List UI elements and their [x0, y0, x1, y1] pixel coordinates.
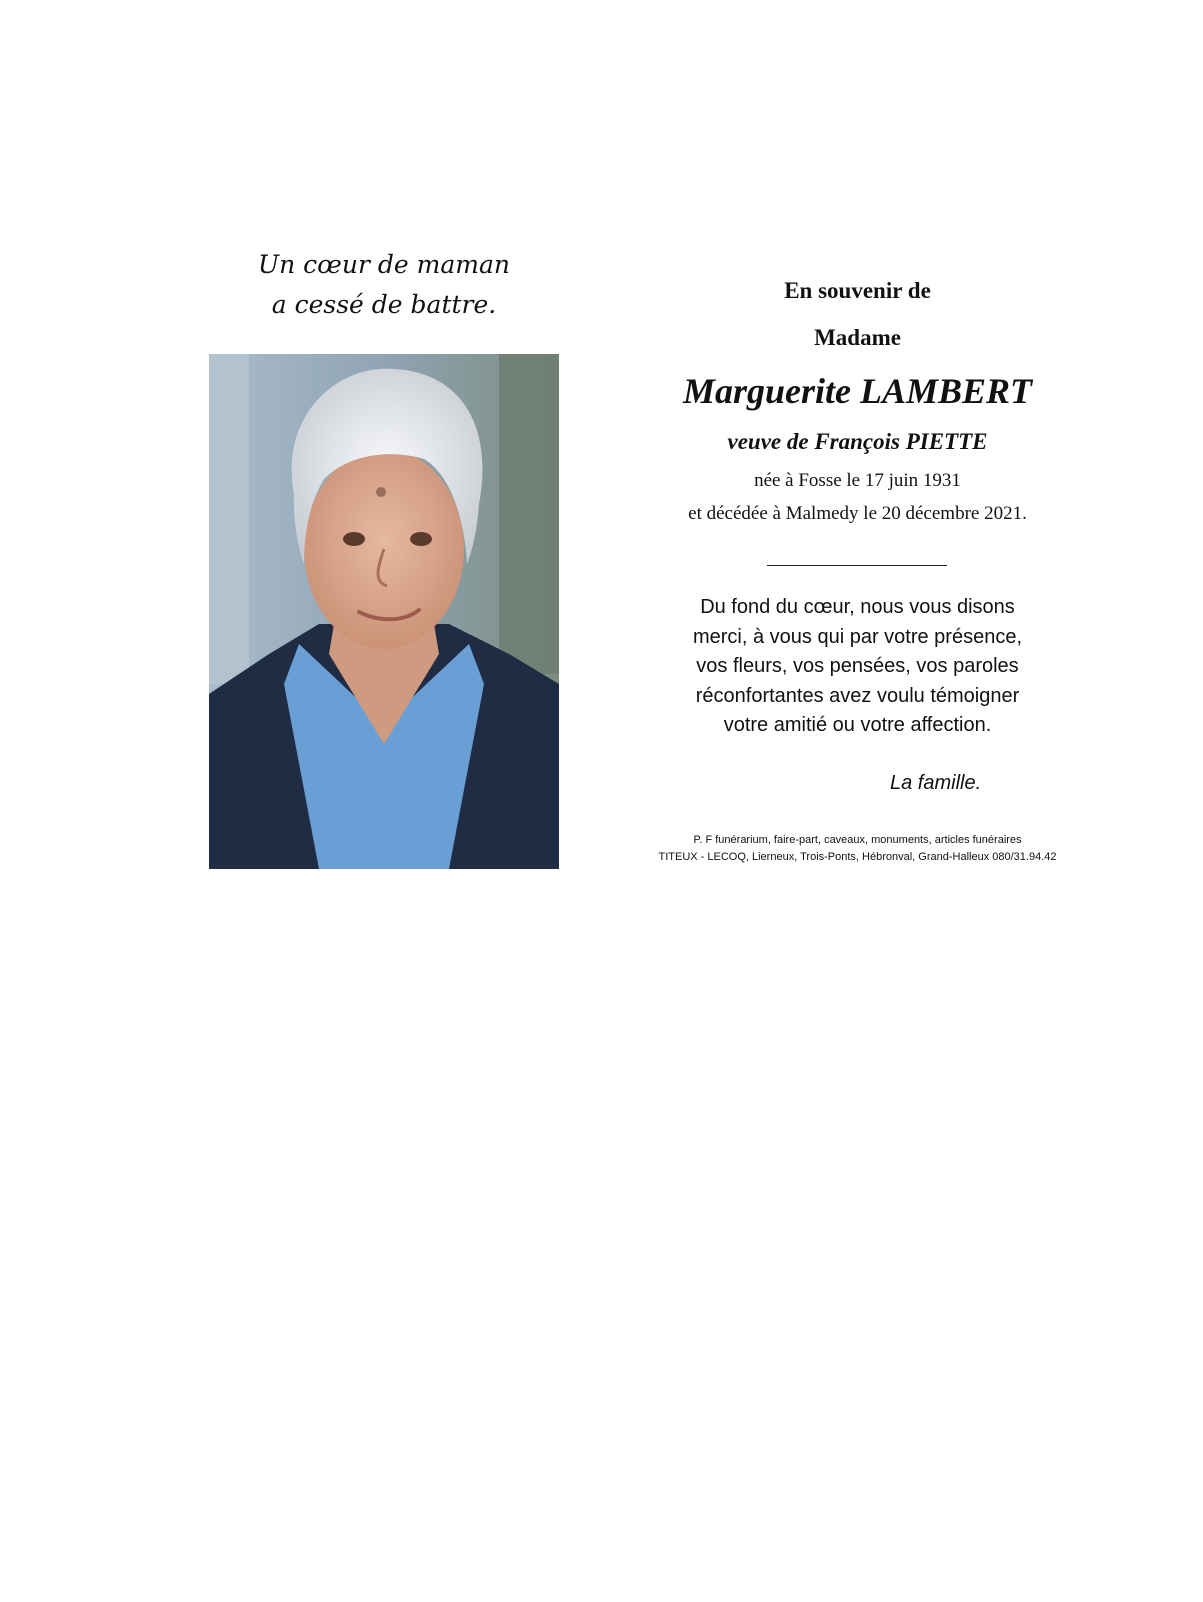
epigraph-line-2: a cessé de battre.: [271, 290, 497, 319]
left-eye: [343, 532, 365, 546]
background-figure-left: [209, 354, 249, 684]
thanks-line-5: votre amitié ou votre affection.: [723, 714, 992, 736]
thanks-line-4: réconfortantes avez voulu témoigner: [695, 684, 1020, 707]
thanks-line-2: merci, à vous qui par votre présence,: [692, 625, 1023, 648]
imprint-line-2: TITEUX - LECOQ, Lierneux, Trois-Ponts, Hébronval, Grand-Halleux 080/31.94.42: [658, 851, 1057, 863]
divider-line: [767, 565, 947, 566]
imprint-line-1: P. F funérarium, faire-part, caveaux, monuments, articles funéraires: [693, 834, 1022, 846]
birth-text: née à Fosse le 17 juin 1931: [754, 470, 961, 491]
death-text: et décédée à Malmedy le 20 décembre 2021.: [688, 503, 1027, 524]
family-signature: La famille.: [890, 772, 982, 794]
thanks-line-3: vos fleurs, vos pensées, vos paroles: [696, 655, 1019, 677]
right-eye: [410, 532, 432, 546]
background-figure-right: [499, 354, 559, 674]
honorific-text: Madame: [814, 325, 901, 350]
deceased-name: Marguerite LAMBERT: [682, 371, 1033, 411]
intro-text: En souvenir de: [784, 278, 931, 303]
portrait-illustration: [209, 354, 559, 869]
widow-of-text: veuve de François PIETTE: [727, 429, 988, 454]
thanks-line-1: Du fond du cœur, nous vous disons: [700, 596, 1015, 618]
portrait-photo: [209, 354, 559, 869]
epigraph-line-1: Un cœur de maman: [258, 250, 510, 279]
thanks-message: [640, 593, 1075, 741]
forehead-mark: [376, 487, 386, 497]
